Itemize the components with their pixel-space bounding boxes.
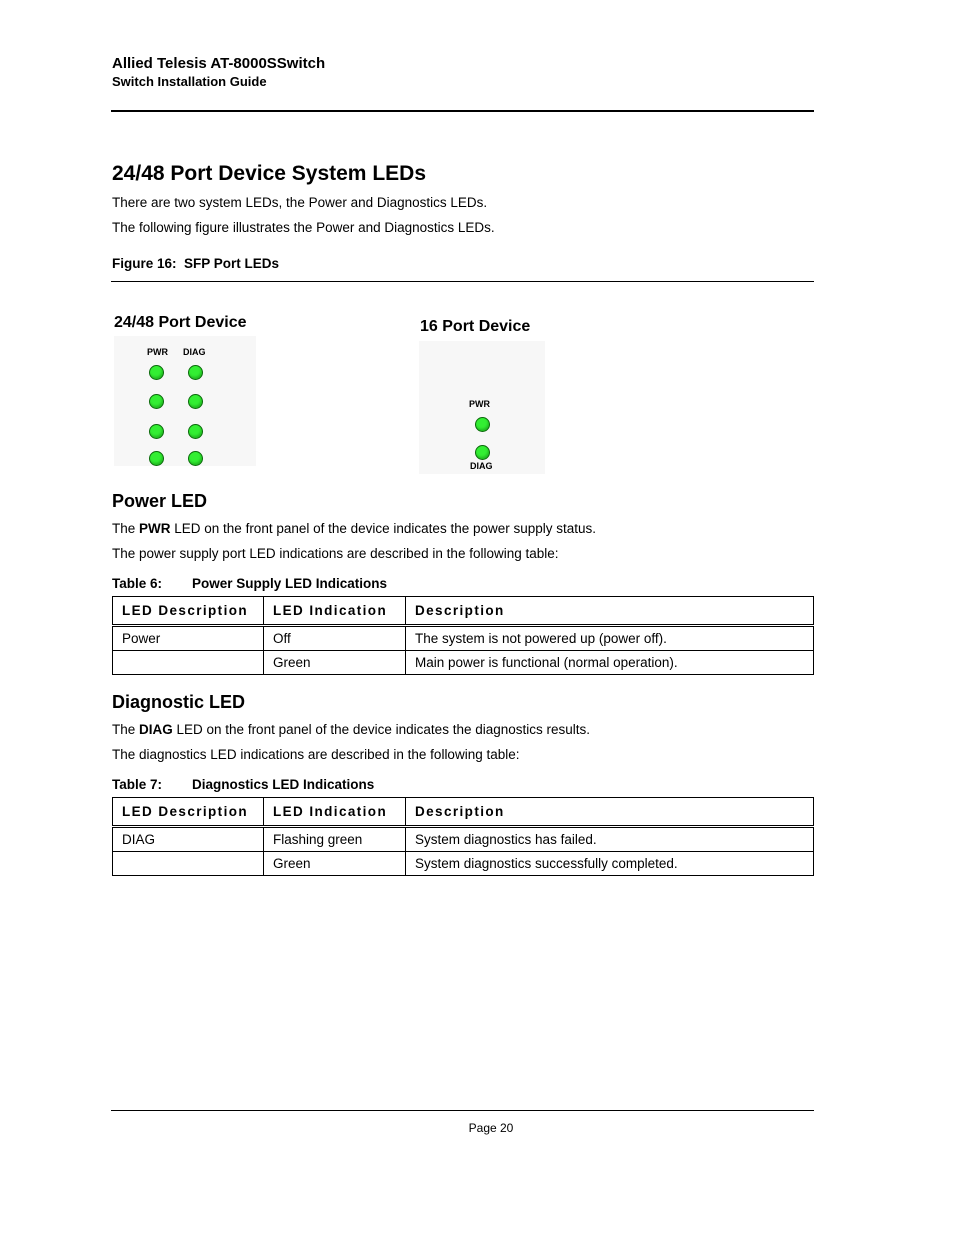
text-run: The	[112, 521, 140, 536]
document-subtitle: Switch Installation Guide	[112, 74, 267, 89]
table-cell	[113, 852, 264, 876]
column-header: LED Description	[113, 597, 264, 626]
right-panel-title: 16 Port Device	[420, 318, 531, 335]
diag-label: DIAG	[470, 461, 493, 471]
figure-number: Figure 16:	[112, 256, 177, 271]
led-indicator	[149, 394, 164, 409]
table-7-caption	[112, 777, 374, 792]
power-paragraph-2: The power supply port LED indications are described in the following table:	[112, 546, 559, 561]
led-indicator	[188, 365, 203, 380]
table-header-row	[113, 798, 814, 827]
table-header-row	[113, 597, 814, 626]
text-run: LED on the front panel of the device indicates the power supply status.	[170, 521, 597, 536]
table-number: Table 6:	[112, 576, 163, 591]
diagnostic-led-table	[112, 797, 814, 876]
table-cell: System diagnostics successfully completed.	[406, 852, 814, 876]
table-number: Table 7:	[112, 777, 163, 792]
table-title: Diagnostics LED Indications	[192, 777, 375, 792]
page-number: Page 20	[468, 1121, 514, 1135]
table-row	[113, 651, 814, 675]
diag-label: DIAG	[183, 347, 206, 357]
table-cell: Main power is functional (normal operation).	[406, 651, 814, 675]
table-row	[113, 827, 814, 852]
table-cell: The system is not powered up (power off).	[406, 626, 814, 651]
power-led-heading: Power LED	[112, 491, 208, 511]
led-indicator	[475, 445, 490, 460]
table-row	[113, 852, 814, 876]
diag-term: DIAG	[139, 722, 173, 737]
power-paragraph-1	[112, 521, 596, 536]
led-panel-24-48	[114, 336, 256, 466]
text-run: The	[112, 722, 140, 737]
led-indicator	[475, 417, 490, 432]
table-cell: Off	[264, 626, 406, 651]
table-cell: System diagnostics has failed.	[406, 827, 814, 852]
led-indicator	[149, 451, 164, 466]
intro-paragraph-2: The following figure illustrates the Power and Diagnostics LEDs.	[112, 220, 495, 235]
table-cell: Flashing green	[264, 827, 406, 852]
led-indicator	[188, 451, 203, 466]
pwr-label: PWR	[469, 399, 490, 409]
table-row	[113, 626, 814, 651]
table-cell: Power	[113, 626, 264, 651]
header-rule	[111, 110, 814, 112]
table-6-caption	[112, 576, 387, 591]
led-indicator	[188, 394, 203, 409]
column-header: LED Indication	[264, 798, 406, 827]
led-indicator	[149, 424, 164, 439]
table-cell: Green	[264, 852, 406, 876]
table-cell: DIAG	[113, 827, 264, 852]
column-header: Description	[406, 597, 814, 626]
led-indicator	[149, 365, 164, 380]
diag-paragraph-2: The diagnostics LED indications are described in the following table:	[112, 747, 520, 762]
led-panel-16	[419, 341, 545, 474]
diagnostic-led-heading: Diagnostic LED	[112, 692, 246, 712]
pwr-term: PWR	[139, 521, 171, 536]
footer-rule	[111, 1110, 814, 1111]
intro-paragraph-1: There are two system LEDs, the Power and Diagnostics LEDs.	[112, 195, 488, 210]
column-header: LED Indication	[264, 597, 406, 626]
column-header: LED Description	[113, 798, 264, 827]
table-title: Power Supply LED Indications	[192, 576, 388, 591]
section-heading: 24/48 Port Device System LEDs	[112, 162, 426, 185]
figure-caption	[112, 256, 279, 271]
figure-title: SFP Port LEDs	[184, 256, 280, 271]
led-indicator	[188, 424, 203, 439]
text-run: LED on the front panel of the device indicates the diagnostics results.	[172, 722, 591, 737]
left-panel-title: 24/48 Port Device	[114, 314, 247, 331]
pwr-label: PWR	[147, 347, 168, 357]
table-cell	[113, 651, 264, 675]
column-header: Description	[406, 798, 814, 827]
document-title: Allied Telesis AT-8000SSwitch	[112, 55, 326, 72]
diag-paragraph-1	[112, 722, 590, 737]
figure-rule	[111, 281, 814, 282]
power-led-table	[112, 596, 814, 675]
table-cell: Green	[264, 651, 406, 675]
